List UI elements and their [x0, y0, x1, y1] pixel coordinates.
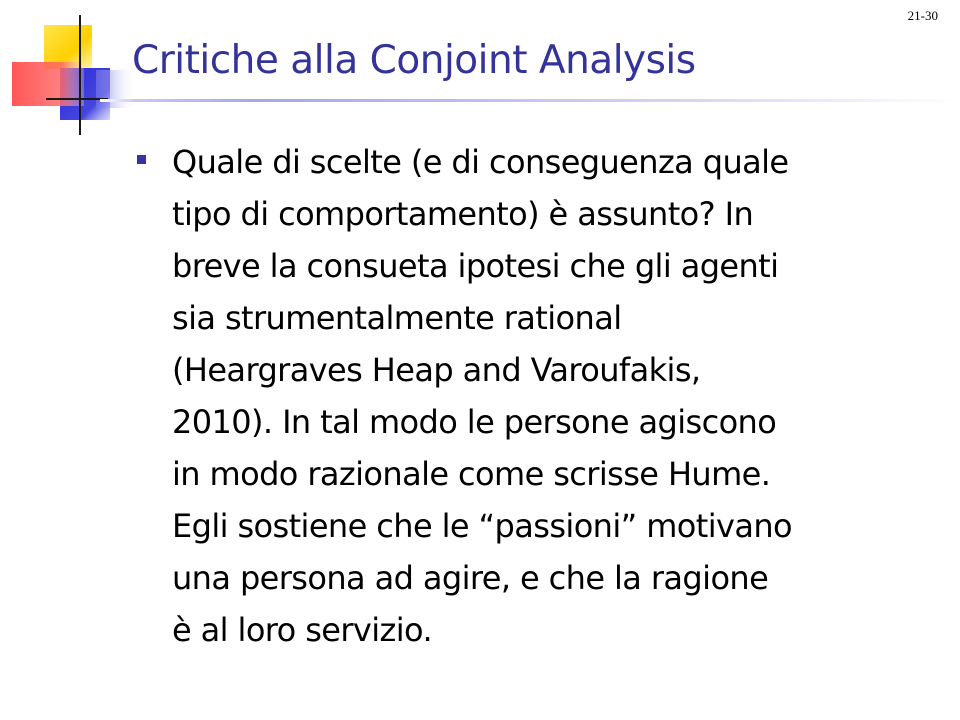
bullet-line: (Heargraves Heap and Varoufakis, — [172, 351, 701, 389]
bullet-line: breve la consueta ipotesi che gli agenti — [172, 247, 779, 285]
title-underline — [100, 99, 960, 102]
square-bullet-icon — [137, 155, 146, 164]
bullet-line: una persona ad agire, e che la ragione — [172, 559, 769, 597]
bullet-line: 2010). In tal modo le persone agiscono — [172, 403, 777, 441]
logo-blue-fade — [96, 70, 136, 108]
bullet-text — [172, 136, 932, 656]
bullet-line: Egli sostiene che le “passioni” motivano — [172, 507, 792, 545]
page-number: 21-30 — [907, 8, 938, 23]
template-logo-icon — [0, 0, 140, 140]
bullet-line: è al loro servizio. — [172, 611, 433, 649]
bullet-line: Quale di scelte (e di conseguenza quale — [172, 143, 789, 181]
bullet-line: tipo di comportamento) è assunto? In — [172, 195, 754, 233]
slide-title: Critiche alla Conjoint Analysis — [132, 38, 696, 83]
bullet-line: in modo razionale come scrisse Hume. — [172, 455, 771, 493]
bullet-line: sia strumentalmente rational — [172, 299, 622, 337]
